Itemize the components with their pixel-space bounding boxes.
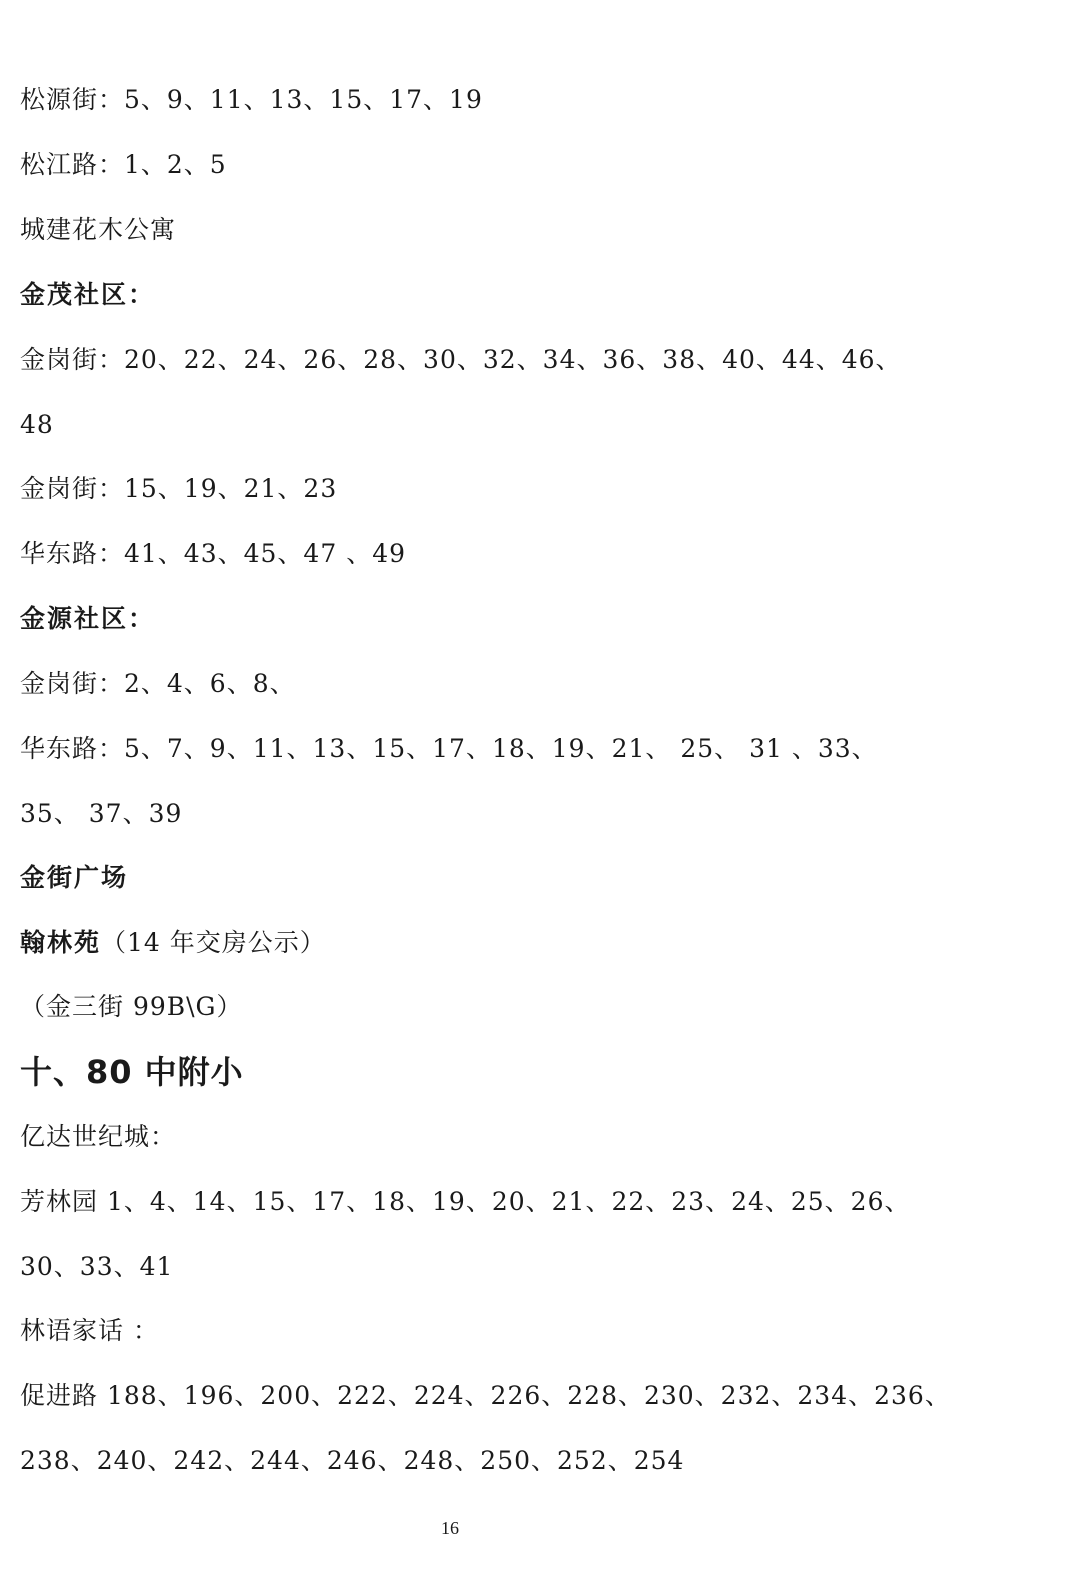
section-heading-jinyuan: 金源社区： xyxy=(20,604,156,633)
line-19: 30、33、41 xyxy=(20,1252,174,1281)
line-11: 华东路：5、7、9、11、13、15、17、18、19、21、 25、 31 、33、 xyxy=(20,734,878,763)
line-15: （金三街 99B\G） xyxy=(20,992,243,1021)
line-20: 林语家话 ： xyxy=(20,1316,159,1345)
line-10: 金岗街：2、4、6、8、 xyxy=(20,669,296,698)
line-3: 城建花木公寓 xyxy=(20,215,177,244)
section-heading-jinmao: 金茂社区： xyxy=(20,280,156,309)
line-5: 金岗街：20、22、24、26、28、30、32、34、36、38、40、44、46、 xyxy=(20,345,902,374)
line-12: 35、 37、39 xyxy=(20,799,183,828)
line-14-rest: （14 年交房公示） xyxy=(101,928,326,957)
line-13: 金街广场 xyxy=(20,863,129,892)
line-17: 亿达世纪城： xyxy=(20,1122,177,1151)
line-8: 华东路：41、43、45、47 、49 xyxy=(20,539,407,568)
line-1: 松源街：5、9、11、13、15、17、19 xyxy=(20,85,483,114)
page-number: 16 xyxy=(441,1518,459,1538)
line-14-bold-prefix: 翰林苑 xyxy=(20,928,102,957)
chapter-heading: 十、80 中附小 xyxy=(20,1053,244,1091)
line-7: 金岗街：15、19、21、23 xyxy=(20,474,338,503)
line-6: 48 xyxy=(20,410,54,439)
line-18: 芳林园 1、4、14、15、17、18、19、20、21、22、23、24、25、26、 xyxy=(20,1187,911,1216)
line-2: 松江路：1、2、5 xyxy=(20,150,227,179)
line-22: 238、240、242、244、246、248、250、252、254 xyxy=(20,1446,685,1475)
line-14 xyxy=(20,926,326,960)
line-21: 促进路 188、196、200、222、224、226、228、230、232、234、236、 xyxy=(20,1381,951,1410)
